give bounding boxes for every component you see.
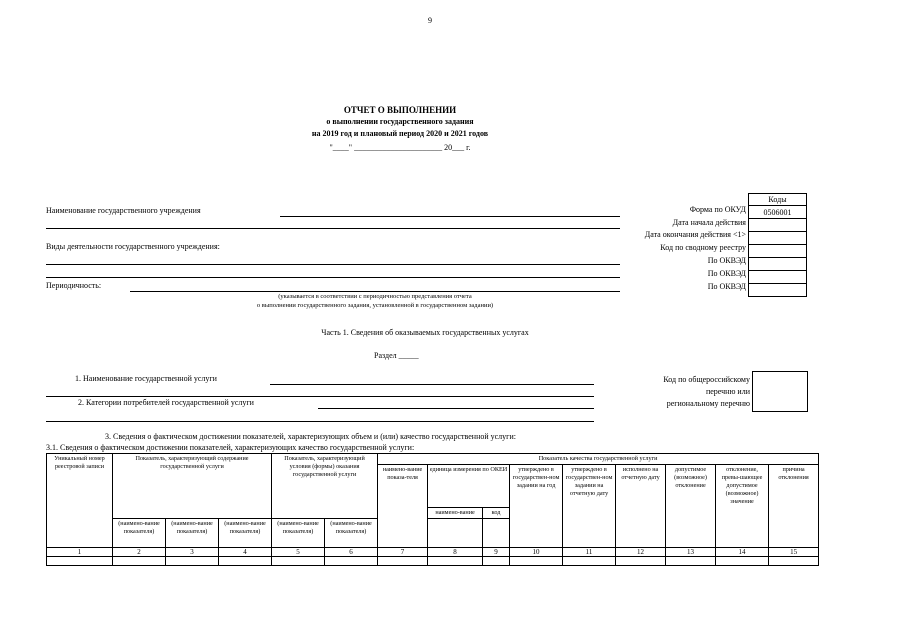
th-registry: Уникальный номер реестровой записи	[47, 454, 113, 548]
th-unit: единица измерения по ОКЕИ	[428, 465, 510, 508]
th-excess: отклонение, превы-шающее допустимое (возможное) значение	[716, 465, 769, 548]
col-number: 5	[272, 548, 325, 557]
codes-value-okud[interactable]: 0506001	[749, 206, 807, 219]
th-indicator-name: наимено-вание показа-теля	[378, 465, 428, 548]
codes-label-okved-2: По ОКВЭД	[707, 269, 746, 278]
item3-label: 3. Сведения о фактическом достижении показателей, характеризующих объем и (или) качество государственной услуги:	[105, 432, 516, 441]
codes-value-okved-1[interactable]	[749, 258, 807, 271]
col-number: 3	[166, 548, 219, 557]
th-deviation: допустимое (возможное) отклонение	[666, 465, 716, 548]
data-cell[interactable]	[219, 557, 272, 566]
th-conditions: Показатель, характеризующий условия (формы) оказания государственной услуги	[272, 454, 378, 519]
codes-value-okved-2[interactable]	[749, 271, 807, 284]
col-number: 12	[616, 548, 666, 557]
codes-label-start: Дата начала действия	[672, 218, 746, 227]
th-content-ind-1: (наимено-вание показателя)	[113, 519, 166, 548]
codes-table	[748, 193, 807, 297]
codes-label-okud: Форма по ОКУД	[689, 205, 746, 214]
col-number: 8	[428, 548, 483, 557]
col-number: 6	[325, 548, 378, 557]
data-cell[interactable]	[666, 557, 716, 566]
th-condition-ind-2: (наимено-вание показателя)	[325, 519, 378, 548]
th-content-ind-2: (наимено-вание показателя)	[166, 519, 219, 548]
consumer-category-line	[318, 408, 594, 409]
item31-label: 3.1. Сведения о фактическом достижении показателей, характеризующих качество государственной услуги:	[46, 443, 415, 452]
registry-code-box[interactable]	[752, 371, 808, 412]
th-content: Показатель, характеризующий содержание государственной услуги	[113, 454, 272, 519]
activity-line-1	[46, 264, 620, 265]
consumer-category-line-2	[46, 421, 594, 422]
service-name-label: 1. Наименование государственной услуги	[75, 374, 217, 383]
service-name-line	[270, 384, 594, 385]
section-label: Раздел _____	[374, 351, 419, 360]
data-cell[interactable]	[510, 557, 563, 566]
codes-value-end[interactable]	[749, 232, 807, 245]
col-number: 4	[219, 548, 272, 557]
col-number: 2	[113, 548, 166, 557]
part-title: Часть 1. Сведения об оказываемых государственных услугах	[321, 328, 529, 337]
col-number: 10	[510, 548, 563, 557]
periodicity-note-2: о выполнении государственного задания, установленной в государственном задании)	[256, 302, 494, 309]
data-cell[interactable]	[47, 557, 113, 566]
periodicity-note-1: (указывается в соответствии с периодичностью представления отчета	[278, 293, 472, 300]
data-cell[interactable]	[113, 557, 166, 566]
th-empty-cell	[428, 519, 483, 548]
consumer-category-label: 2. Категории потребителей государственной услуги	[78, 398, 254, 407]
data-cell[interactable]	[325, 557, 378, 566]
periodicity-line	[130, 291, 620, 292]
col-number: 11	[563, 548, 616, 557]
activity-line-2	[46, 277, 620, 278]
institution-line-2	[46, 228, 620, 229]
th-reason: причина отклонения	[769, 465, 819, 548]
periodicity-label: Периодичность:	[46, 281, 102, 290]
institution-label: Наименование государственного учреждения	[46, 206, 201, 215]
col-number: 9	[483, 548, 510, 557]
th-approved-date: утверждено в государствен-ном задании на отчетную дату	[563, 465, 616, 548]
data-cell[interactable]	[272, 557, 325, 566]
th-condition-ind-1: (наимено-вание показателя)	[272, 519, 325, 548]
registry-label-2: перечню или	[705, 387, 750, 396]
institution-line	[280, 216, 620, 217]
col-number: 13	[666, 548, 716, 557]
codes-label-end: Дата окончания действия <1>	[644, 230, 746, 239]
data-cell[interactable]	[483, 557, 510, 566]
th-quality: Показатель качества государственной услуги	[378, 454, 819, 465]
codes-label-okved-3: По ОКВЭД	[707, 282, 746, 291]
th-approved-year: утверждено в государствен-ном задании на год	[510, 465, 563, 548]
data-cell[interactable]	[428, 557, 483, 566]
quality-indicators-table	[46, 453, 819, 566]
codes-label-okved-1: По ОКВЭД	[707, 256, 746, 265]
report-date-line: "____" ______________________ 20___ г.	[329, 143, 471, 152]
registry-label-3: региональному перечню	[666, 399, 750, 408]
col-number: 1	[47, 548, 113, 557]
data-cell[interactable]	[378, 557, 428, 566]
th-executed: исполнено на отчетную дату	[616, 465, 666, 548]
data-cell[interactable]	[563, 557, 616, 566]
th-unit-name: наимено-вание	[428, 508, 483, 519]
report-title: ОТЧЕТ О ВЫПОЛНЕНИИ	[343, 105, 457, 115]
th-content-ind-3: (наимено-вание показателя)	[219, 519, 272, 548]
th-empty-cell	[483, 519, 510, 548]
data-cell[interactable]	[166, 557, 219, 566]
codes-label-registry: Код по сводному реестру	[660, 243, 746, 252]
codes-header: Коды	[749, 194, 807, 206]
codes-value-okved-3[interactable]	[749, 284, 807, 297]
col-number: 14	[716, 548, 769, 557]
codes-value-start[interactable]	[749, 219, 807, 232]
th-unit-code: код	[483, 508, 510, 519]
col-number: 15	[769, 548, 819, 557]
registry-label-1: Код по общероссийскому	[663, 375, 750, 384]
data-cell[interactable]	[716, 557, 769, 566]
data-cell[interactable]	[769, 557, 819, 566]
service-name-line-2	[46, 396, 594, 397]
activity-label: Виды деятельности государственного учреждения:	[46, 242, 220, 251]
report-subtitle-2: на 2019 год и плановый период 2020 и 2021 годов	[311, 129, 489, 138]
codes-value-registry[interactable]	[749, 245, 807, 258]
col-number: 7	[378, 548, 428, 557]
data-cell[interactable]	[616, 557, 666, 566]
report-subtitle-1: о выполнении государственного задания	[326, 117, 474, 126]
page-number: 9	[428, 16, 432, 25]
